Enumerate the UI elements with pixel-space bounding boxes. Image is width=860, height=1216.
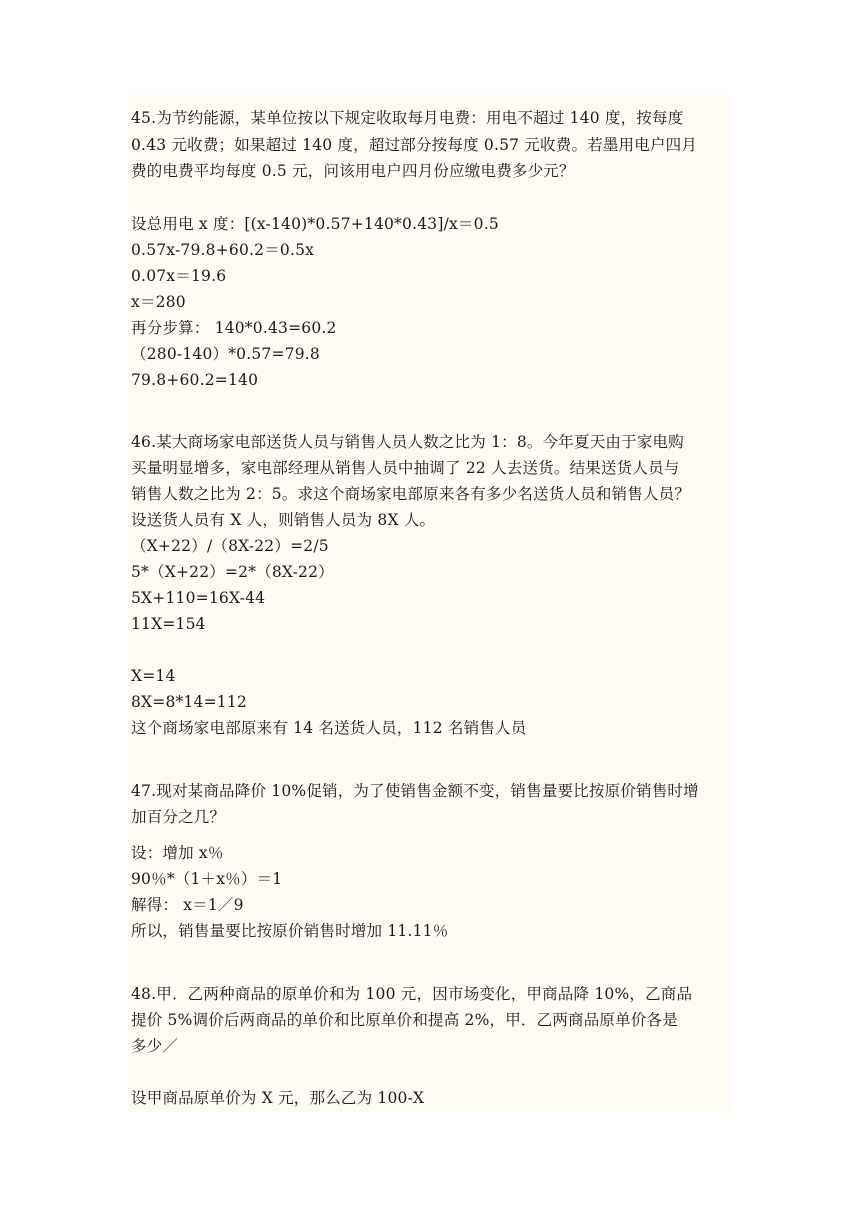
text-line: 再分步算： 140*0.43=60.2 xyxy=(131,319,337,337)
text-line: （X+22）/（8X-22）=2/5 xyxy=(131,537,329,555)
text-line: 46.某大商场家电部送货人员与销售人员人数之比为 1：8。今年夏天由于家电购 xyxy=(131,433,684,451)
text-line: 5X+110=16X-44 xyxy=(131,589,266,607)
text-line: 买量明显增多，家电部经理从销售人员中抽调了 22 人去送货。结果送货人员与 xyxy=(131,459,680,477)
text-line: 79.8+60.2=140 xyxy=(131,371,259,389)
text-line: 0.07x＝19.6 xyxy=(131,267,227,285)
text-line: x＝280 xyxy=(131,293,186,311)
text-line: 解得： x＝1／9 xyxy=(131,896,244,914)
text-line: 设甲商品原单价为 X 元，那么乙为 100-X xyxy=(131,1089,425,1107)
document-page xyxy=(128,95,731,1112)
text-line: 0.57x-79.8+60.2＝0.5x xyxy=(131,241,315,259)
text-line: 加百分之几？ xyxy=(131,808,226,826)
text-line: 5*（X+22）=2*（8X-22） xyxy=(131,563,334,581)
text-line: 0.43 元收费；如果超过 140 度，超过部分按每度 0.57 元收费。若墨用电户四月 xyxy=(131,136,698,154)
text-line: 8X=8*14=112 xyxy=(131,693,247,711)
text-line: 11X=154 xyxy=(131,615,206,633)
text-line: 提价 5%调价后两商品的单价和比原单价和提高 2%，甲．乙两商品原单价各是 xyxy=(131,1011,678,1029)
text-line: 设送货人员有 X 人，则销售人员为 8X 人。 xyxy=(131,511,436,529)
text-line: 设：增加 x％ xyxy=(131,844,224,862)
text-line: 这个商场家电部原来有 14 名送货人员，112 名销售人员 xyxy=(131,719,527,737)
text-line: 费的电费平均每度 0.5 元，问该用电户四月份应缴电费多少元？ xyxy=(131,162,575,180)
text-line: 多少／ xyxy=(131,1037,179,1055)
text-line: 47.现对某商品降价 10%促销，为了使销售金额不变，销售量要比按原价销售时增 xyxy=(131,782,699,800)
text-line: 所以，销售量要比按原价销售时增加 11.11％ xyxy=(131,922,449,940)
text-line: 90％*（1＋x％）＝1 xyxy=(131,870,283,888)
text-line: X=14 xyxy=(131,667,176,685)
text-line: （280-140）*0.57=79.8 xyxy=(131,345,320,363)
text-line: 设总用电 x 度：[(x-140)*0.57+140*0.43]/x＝0.5 xyxy=(131,215,499,233)
text-line: 销售人数之比为 2：5。求这个商场家电部原来各有多少名送货人员和销售人员？ xyxy=(131,485,691,503)
text-line: 48.甲．乙两种商品的原单价和为 100 元，因市场变化，甲商品降 10%，乙商品 xyxy=(131,985,693,1003)
text-line: 45.为节约能源，某单位按以下规定收取每月电费：用电不超过 140 度，按每度 xyxy=(131,109,684,127)
